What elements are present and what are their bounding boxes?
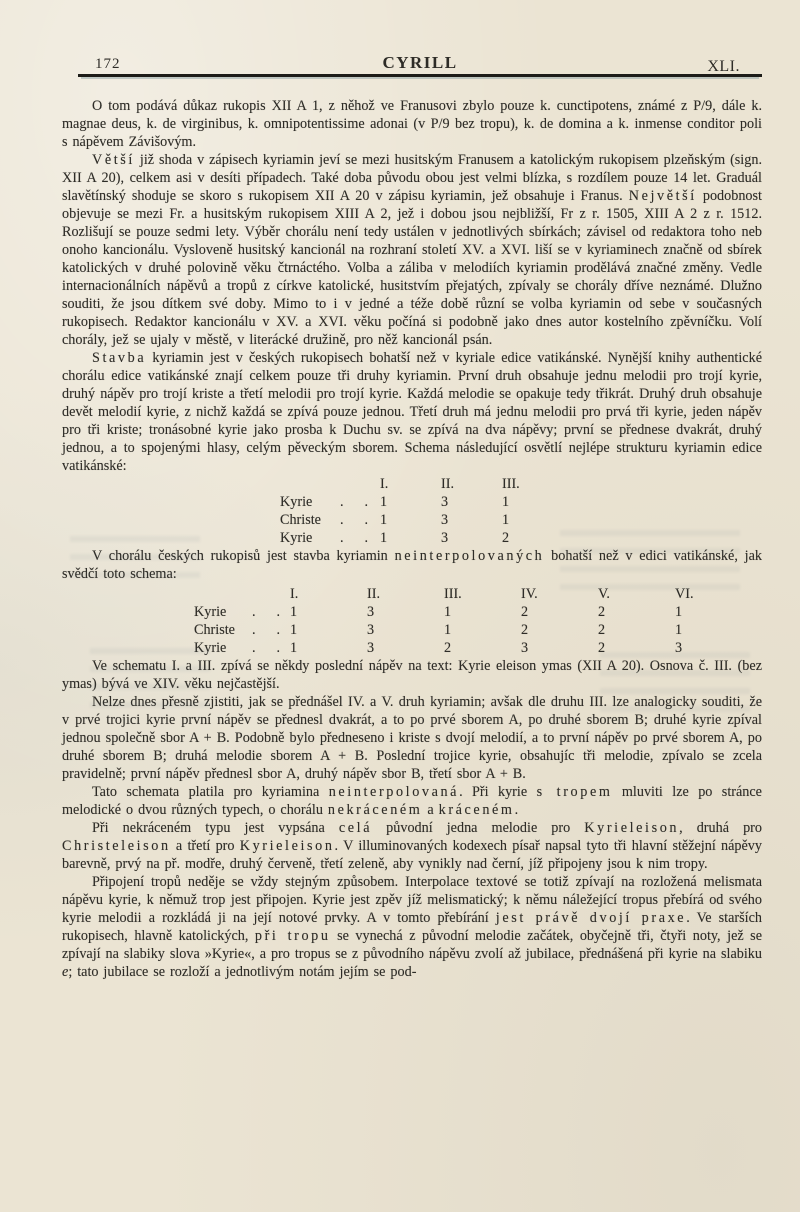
text-run: O tom podává důkaz rukopis XII A 1, z něhož ve Franusovi zbylo pouze k. cunctipotens, známé z P/9, dále k. magnae deus, k. de virginibus, k. omnipotentissime adonai (v P/9 bez tropu), k. de domina a k. inmense conditor poli s nápěvem Závišovým. bbox=[62, 98, 762, 150]
table-column-header: V. bbox=[598, 586, 610, 602]
table-cell: 2 bbox=[521, 622, 529, 638]
letterspaced-emphasis: Větší bbox=[92, 152, 135, 168]
text-run: . Ve starších rukopisech, hlavně katolických, bbox=[62, 910, 762, 944]
empty-header-cell bbox=[340, 475, 380, 493]
table-column-header: IV. bbox=[521, 586, 538, 602]
table-cell: 1 bbox=[444, 604, 452, 620]
text-run: Připojení tropů neděje se vždy stejným způsobem. Interpolace textové se totiž zpívají na rozložená melismata nápěvu kyrie, k němuž trop jest připojen. Kyrie jest zpěv jíž melismatický; k němu náležející tropus přebírá od svého kyrie melodii a rozkládá ji na její notové prvky. A v tomto přebírání bbox=[62, 874, 762, 926]
table-cell: 3 bbox=[367, 622, 375, 638]
volume-number: XLI. bbox=[707, 58, 740, 75]
row-label: Kyrie bbox=[280, 530, 313, 546]
letterspaced-emphasis: Největší bbox=[628, 188, 697, 204]
table-cell: 1 bbox=[675, 622, 683, 638]
table-cell: 1 bbox=[290, 604, 298, 620]
table-cell: 1 bbox=[444, 622, 452, 638]
row-label: Kyrie bbox=[280, 494, 313, 510]
table-row bbox=[194, 639, 752, 657]
empty-header-cell bbox=[280, 475, 340, 493]
empty-header-cell bbox=[194, 585, 252, 603]
table-cell: 1 bbox=[380, 494, 388, 510]
table-row bbox=[194, 603, 752, 621]
paragraph bbox=[62, 819, 762, 873]
table-cell: 3 bbox=[367, 604, 375, 620]
letterspaced-emphasis: Kyrieleison bbox=[239, 838, 335, 854]
table-column-header: II. bbox=[441, 476, 454, 492]
journal-title: CYRILL bbox=[382, 53, 458, 72]
paragraph bbox=[62, 873, 762, 981]
table-column-header: III. bbox=[502, 476, 520, 492]
table-cell: 1 bbox=[502, 512, 510, 528]
table-cell: 3 bbox=[441, 530, 449, 546]
text-run: . bbox=[514, 802, 519, 818]
leader-dots: . . bbox=[252, 604, 289, 620]
letterspaced-emphasis: Kyrieleison bbox=[584, 820, 680, 836]
text-run: a bbox=[422, 802, 439, 818]
table-row bbox=[194, 621, 752, 639]
page-body bbox=[62, 97, 762, 981]
letterspaced-emphasis: celá bbox=[338, 820, 373, 836]
leader-dots: . . bbox=[252, 622, 289, 638]
paragraph bbox=[62, 693, 762, 783]
row-label: Kyrie bbox=[194, 640, 227, 656]
letterspaced-emphasis: kráceném bbox=[438, 802, 515, 818]
text-run: se vynechá z původní melodie začátek, obyčejně tři, čtyři noty, jež se zpívají na slabiky slova »Kyrie«, a pro tropus se z původního nápěvu zvolí až jubilace, přednášená při kyrie na slabiku bbox=[62, 928, 762, 962]
text-run: . V illuminovaných kodexech písař napsal tyto tři hlavní stěžejní nápěvy barevně, prvý na př. modře, druhý červeně, třetí zeleně, aby vynikly nad černí, jíž připojeny jsou k nim tropy. bbox=[62, 838, 762, 872]
kyrie-schema-table bbox=[194, 585, 752, 657]
leader-dots: . . bbox=[252, 640, 289, 656]
table-column-header: I. bbox=[290, 586, 299, 602]
text-run: Při nekráceném typu jest vypsána bbox=[92, 820, 339, 836]
leader-dots: . . bbox=[340, 530, 377, 546]
text-run: mluviti lze po stránce melodické o dvou různých typech, o chorálu bbox=[62, 784, 762, 818]
table-column-header: I. bbox=[380, 476, 389, 492]
paragraph bbox=[62, 547, 762, 583]
paragraph bbox=[62, 783, 762, 819]
text-run: kyriamin jest v českých rukopisech bohatší než v kyriale edice vatikánské. Nynější knihy authentické chorálu edice vatikánské znají celkem pouze tři druhy kyriamin. První druh obsahuje jednu melodii pro trojí kyrie, druhý nápěv pro trojí kriste a třetí melodii pro trojí kyrie. Každá melodie se opakuje tedy třikrát. Druhý druh obsahuje devět melodií kyrie, z nichž každá se zpívá pouze jednou. Třetí druh má jednu melodii pro prvá tři kyrie, jeden nápěv pro tři kriste; tronásobné kyrie jako prosba k Duchu sv. se zpívá na dva nápěvy; první se přednese dvakrát, druhý jednou, a to spojenými hlasy, celým pěveckým sborem. Schema následující osvětlí nejlépe strukturu kyriamin edice vatikánské: bbox=[62, 350, 762, 474]
paragraph bbox=[62, 151, 762, 349]
text-run: , druhá pro bbox=[679, 820, 762, 836]
page-header bbox=[78, 52, 762, 77]
table-cell: 3 bbox=[441, 494, 449, 510]
letterspaced-emphasis: s tropem bbox=[536, 784, 613, 800]
table-header-row bbox=[280, 475, 563, 493]
table-cell: 2 bbox=[598, 640, 606, 656]
text-run: Ve schematu I. a III. zpívá se někdy poslední nápěv na text: Kyrie eleison ymas (XII A 20). Osnova č. III. (bez ymas) bývá ve XIV. věku nejčastější. bbox=[62, 658, 762, 692]
table-cell: 2 bbox=[521, 604, 529, 620]
leader-dots: . . bbox=[340, 512, 377, 528]
table-cell: 3 bbox=[521, 640, 529, 656]
letterspaced-emphasis: nekráceném bbox=[327, 802, 423, 818]
text-run: . Při kyrie bbox=[459, 784, 537, 800]
paragraph bbox=[62, 349, 762, 475]
table-cell: 3 bbox=[441, 512, 449, 528]
table-column-header: III. bbox=[444, 586, 462, 602]
row-label: Christe bbox=[280, 512, 321, 528]
letterspaced-emphasis: neinterpolovaných bbox=[394, 548, 545, 564]
table-cell: 1 bbox=[290, 622, 298, 638]
text-run: bohatší než v edici vatikánské, jak svědčí toto schema: bbox=[62, 548, 762, 582]
table-cell: 2 bbox=[502, 530, 510, 546]
paragraph bbox=[62, 97, 762, 151]
table-column-header: VI. bbox=[675, 586, 694, 602]
empty-header-cell bbox=[252, 585, 290, 603]
text-run: již shoda v zápisech kyriamin jeví se mezi husitským Franusem a katolickým rukopisem plzeňským (sign. XII A 20), celkem asi v desíti případech. Také doba původu obou jest velmi blízka, s rozdílem pouze 14 let. Graduál slavětínský shoduje se skoro s rukopisem XII A 20 v zápisu kyriamin, jež obsahuje i Franus. bbox=[62, 152, 762, 204]
table-header-row bbox=[194, 585, 752, 603]
table-column-header: II. bbox=[367, 586, 380, 602]
letterspaced-emphasis: Christeleison bbox=[62, 838, 171, 854]
table-cell: 3 bbox=[675, 640, 683, 656]
table-row bbox=[280, 529, 563, 547]
text-run: původní jedna melodie pro bbox=[372, 820, 585, 836]
letterspaced-emphasis: jest právě dvojí praxe bbox=[495, 910, 687, 926]
row-label: Kyrie bbox=[194, 604, 227, 620]
italic-text: e bbox=[62, 964, 69, 980]
page-number: 172 bbox=[95, 56, 121, 72]
table-cell: 1 bbox=[380, 512, 388, 528]
table-cell: 1 bbox=[290, 640, 298, 656]
letterspaced-emphasis: při tropu bbox=[254, 928, 331, 944]
kyrie-schema-table bbox=[280, 475, 563, 547]
text-run: V chorálu českých rukopisů jest stavba kyriamin bbox=[92, 548, 395, 564]
letterspaced-emphasis: Stavba bbox=[92, 350, 147, 366]
leader-dots: . . bbox=[340, 494, 377, 510]
table-row bbox=[280, 493, 563, 511]
table-row bbox=[280, 511, 563, 529]
text-run: Nelze dnes přesně zjistiti, jak se přednášel IV. a V. druh kyriamin; avšak dle druhu III. lze analogicky souditi, že v prvé trojici kyrie první nápěv se přednesl dvakrát, a to po prvé sborem A, po druhé sborem B; druhé kyrie zpíval jednou společně sbor A + B. Podobně bylo předneseno i kriste s dvojí melodií, a to první nápěv po prvé sborem A, po druhé sborem B; druhá melodie sborem A + B. Poslední trojice kyrie, obsahujíc tři melodie, zpívalo se zcela pravidelně; první nápěv přednesl sbor A, druhý nápěv sbor B, třetí sbor A + B. bbox=[62, 694, 762, 782]
text-run: Tato schemata platila pro kyriamina bbox=[92, 784, 329, 800]
table-cell: 1 bbox=[675, 604, 683, 620]
text-run: podobnost objevuje se mezi Fr. a husitským rukopisem XIII A 2, jež i dobou jsou nejbližší, Fr z r. 1505, XIII A 2 z r. 1512. Rozlišují se pouze sedmi lety. Výběr chorálu není tedy ustálen v jednotlivých sbírkách; závisel od redaktora toho neb onoho kancionálu. Vysloveně husitský kancionál na rozhraní století XV. a XVI. liší se v kyriaminech značně od sbírek katolických v druhé polovině věku čtrnáctého. Volba a záliba v melodiích kyriamin prodělává značné změny. Vedle internacionálních nápěvů a tropů z církve katolické, husitstvím přejatých, zpívaly se chorály dříve neznámé. Dlužno souditi, že jsou dítkem své doby. Mimo to i v jedné a téže době různí se volba kyriamin od sebe v současných rukopisech. Redaktor kancionálu v XV. a XVI. věku počíná si podobně jako dnes autor kostelního zpěvníčku. Volí chorály, jež se ujaly v městě, v literácké družině, pro něž kancionál psán. bbox=[62, 188, 762, 348]
letterspaced-emphasis: neinterpolovaná bbox=[328, 784, 460, 800]
text-run: ; tato jubilace se rozloží a jednotlivým notám jejím se pod- bbox=[68, 964, 417, 980]
table-cell: 2 bbox=[444, 640, 452, 656]
table-cell: 2 bbox=[598, 604, 606, 620]
table-cell: 1 bbox=[502, 494, 510, 510]
row-label: Christe bbox=[194, 622, 235, 638]
paragraph bbox=[62, 657, 762, 693]
table-cell: 3 bbox=[367, 640, 375, 656]
text-run: a třetí pro bbox=[170, 838, 240, 854]
table-cell: 2 bbox=[598, 622, 606, 638]
table-cell: 1 bbox=[380, 530, 388, 546]
